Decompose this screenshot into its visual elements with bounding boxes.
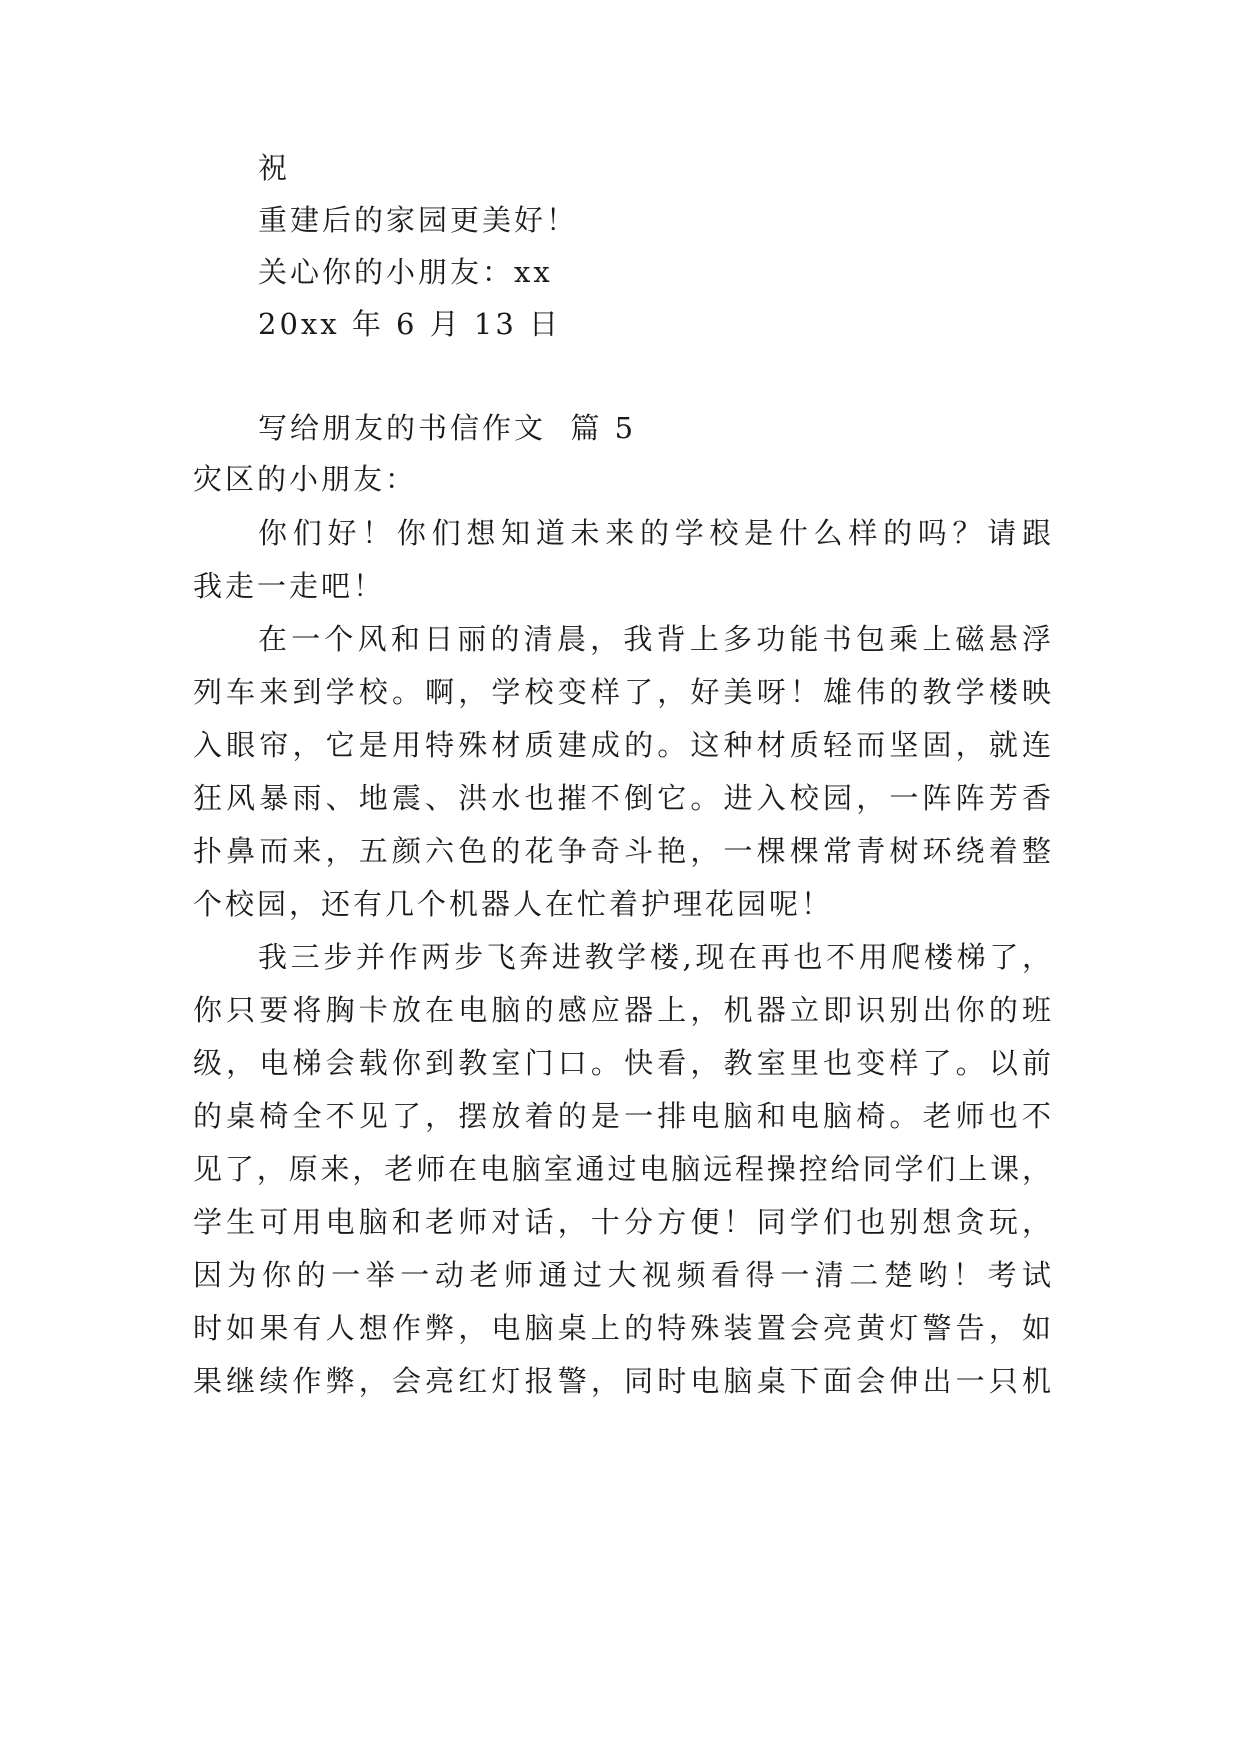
paragraph-line: 果继续作弊，会亮红灯报警，同时电脑桌下面会伸出一只机 [193, 1364, 1051, 1398]
paragraph-line: 列车来到学校。啊，学校变样了，好美呀！雄伟的教学楼映 [193, 675, 1051, 709]
salutation: 灾区的小朋友： [193, 462, 418, 496]
paragraph-line: 你只要将胸卡放在电脑的感应器上，机器立即识别出你的班 [193, 993, 1051, 1027]
section-heading: 写给朋友的书信作文 篇 5 [258, 411, 637, 445]
paragraph-line: 学生可用电脑和老师对话，十分方便！同学们也别想贪玩， [193, 1205, 1051, 1239]
paragraph-line: 因为你的一举一动老师通过大视频看得一清二楚哟！考试 [193, 1258, 1051, 1292]
paragraph-line: 狂风暴雨、地震、洪水也摧不倒它。进入校园，一阵阵芳香 [193, 781, 1051, 815]
paragraph-line: 扑鼻而来，五颜六色的花争奇斗艳，一棵棵常青树环绕着整 [193, 834, 1051, 868]
paragraph-line: 时如果有人想作弊，电脑桌上的特殊装置会亮黄灯警告，如 [193, 1311, 1051, 1345]
paragraph-line: 级，电梯会载你到教室门口。快看，教室里也变样了。以前 [193, 1046, 1051, 1080]
paragraph-line: 的桌椅全不见了，摆放着的是一排电脑和电脑椅。老师也不 [193, 1099, 1051, 1133]
paragraph-line: 个校园，还有几个机器人在忙着护理花园呢！ [193, 887, 834, 921]
paragraph-line: 我走一走吧！ [193, 569, 386, 603]
paragraph-line: 你们好！你们想知道未来的学校是什么样的吗？请跟 [258, 516, 1051, 550]
signature: 关心你的小朋友：xx [258, 255, 553, 289]
closing-wish: 祝 [258, 151, 291, 185]
closing-wish-text: 重建后的家园更美好！ [258, 203, 579, 237]
paragraph-line: 入眼帘，它是用特殊材质建成的。这种材质轻而坚固，就连 [193, 728, 1051, 762]
paragraph-line: 见了，原来，老师在电脑室通过电脑远程操控给同学们上课， [193, 1152, 1051, 1186]
letter-date: 20xx 年 6 月 13 日 [258, 307, 562, 341]
paragraph-line: 在一个风和日丽的清晨，我背上多功能书包乘上磁悬浮 [258, 622, 1051, 656]
paragraph-line: 我三步并作两步飞奔进教学楼,现在再也不用爬楼梯了， [258, 940, 1051, 974]
